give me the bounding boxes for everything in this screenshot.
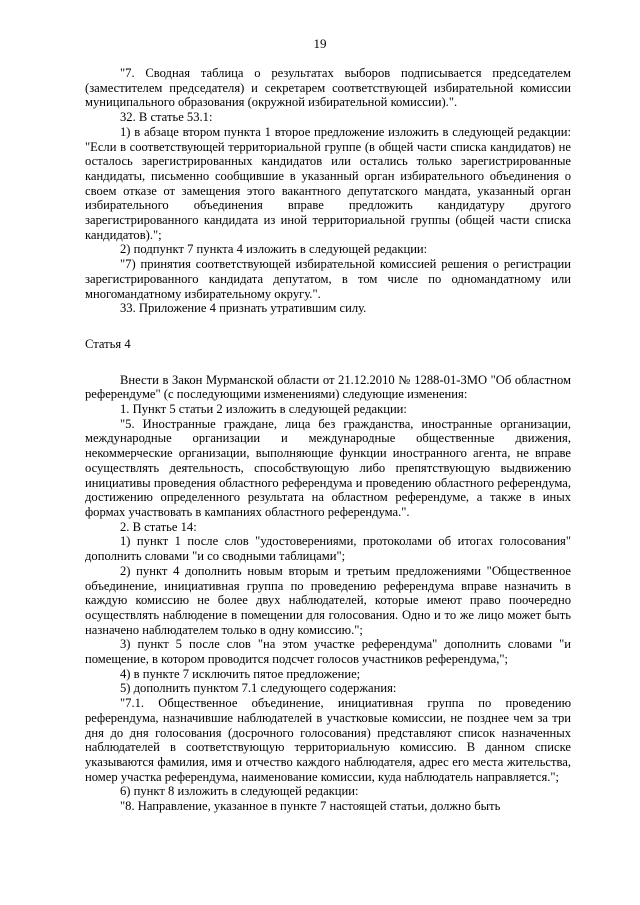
- paragraph: "7.1. Общественное объединение, инициативная группа по проведению референдума, назначившие наблюдателей в участковые комиссии, не позднее чем за три дня до дня голосования (досрочного голосования) представляют список назначенных наблюдателей в соответствующую территориальную комиссию. В данном списке указываются фамилия, имя и отчество каждого наблюдателя, адрес его места жительства, номер участка референдума, наименование комиссии, куда наблюдатель направляется.";: [85, 696, 571, 784]
- paragraph: 4) в пункте 7 исключить пятое предложение;: [120, 666, 361, 681]
- page-number: 19: [313, 36, 327, 51]
- paragraph: 2) подпункт 7 пункта 4 изложить в следующей редакции:: [120, 242, 428, 257]
- paragraph: "7. Сводная таблица о результатах выборов подписывается председателем (заместителем председателя) и секретарем соответствующей избирательной комиссии муниципального образования (окружной избирательной комиссии).".: [85, 66, 571, 110]
- paragraph: Внести в Закон Мурманской области от 21.12.2010 № 1288-01-ЗМО "Об областном референдуме" (с последующими изменениями) следующие изменения:: [85, 372, 571, 402]
- paragraph: 1) пункт 1 после слов "удостоверениями, протоколами об итогах голосования" дополнить словами "и со сводными таблицами";: [85, 534, 571, 564]
- paragraph: "7) принятия соответствующей избирательной комиссией решения о регистрации зарегистрированного кандидата депутатом, в том числе по одномандатному или многомандатному избирательному округу.".: [85, 257, 571, 301]
- document-body: [85, 66, 571, 814]
- paragraph: 1. Пункт 5 статьи 2 изложить в следующей редакции:: [120, 402, 407, 417]
- paragraph: 32. В статье 53.1:: [120, 110, 213, 125]
- article-title: Статья 4: [85, 336, 131, 351]
- paragraph: 1) в абзаце втором пункта 1 второе предложение изложить в следующей редакции: "Если в соответствующей территориальной группе (в общей части списка кандидатов) не осталось зарегистрированных кандидатов или остались только зарегистрированные кандидаты, письменно сообщившие в указанный орган избирательного объединения о своем отказе от замещения этого вакантного депутатского мандата, указанный орган избирательного объединения вправе предложить кандидатуру другого зарегистрированного кандидата из иной территориальной группы (общей части списка кандидатов).";: [85, 124, 571, 242]
- paragraph: "8. Направление, указанное в пункте 7 настоящей статьи, должно быть: [120, 799, 501, 814]
- paragraph: 5) дополнить пунктом 7.1 следующего содержания:: [120, 681, 397, 696]
- paragraph: 3) пункт 5 после слов "на этом участке референдума" дополнить словами "и помещение, в котором проводится подсчет голосов участников референдума,";: [85, 637, 571, 667]
- paragraph: 6) пункт 8 изложить в следующей редакции:: [120, 784, 359, 799]
- paragraph: "5. Иностранные граждане, лица без гражданства, иностранные организации, международные организации и международные общественные движения, некоммерческие организации, выполняющие функции иностранного агента, не вправе осуществлять деятельность, способствующую либо препятствующую выдвижению инициативы проведения областного референдума и проведению областного референдума, достижению определенного результата на областном референдуме, а также в иных формах участвовать в кампаниях областного референдума.".: [85, 416, 571, 519]
- paragraph: 33. Приложение 4 признать утратившим силу.: [120, 301, 367, 316]
- paragraph: 2. В статье 14:: [120, 519, 197, 534]
- paragraph: 2) пункт 4 дополнить новым вторым и третьим предложениями "Общественное объединение, инициативная группа по проведению референдума вправе назначить в каждую комиссию не более двух наблюдателей, которые имеют право поочередно осуществлять наблюдение в помещении для голосования. Одно и то же лицо может быть назначено наблюдателем только в одну комиссию.";: [85, 563, 571, 637]
